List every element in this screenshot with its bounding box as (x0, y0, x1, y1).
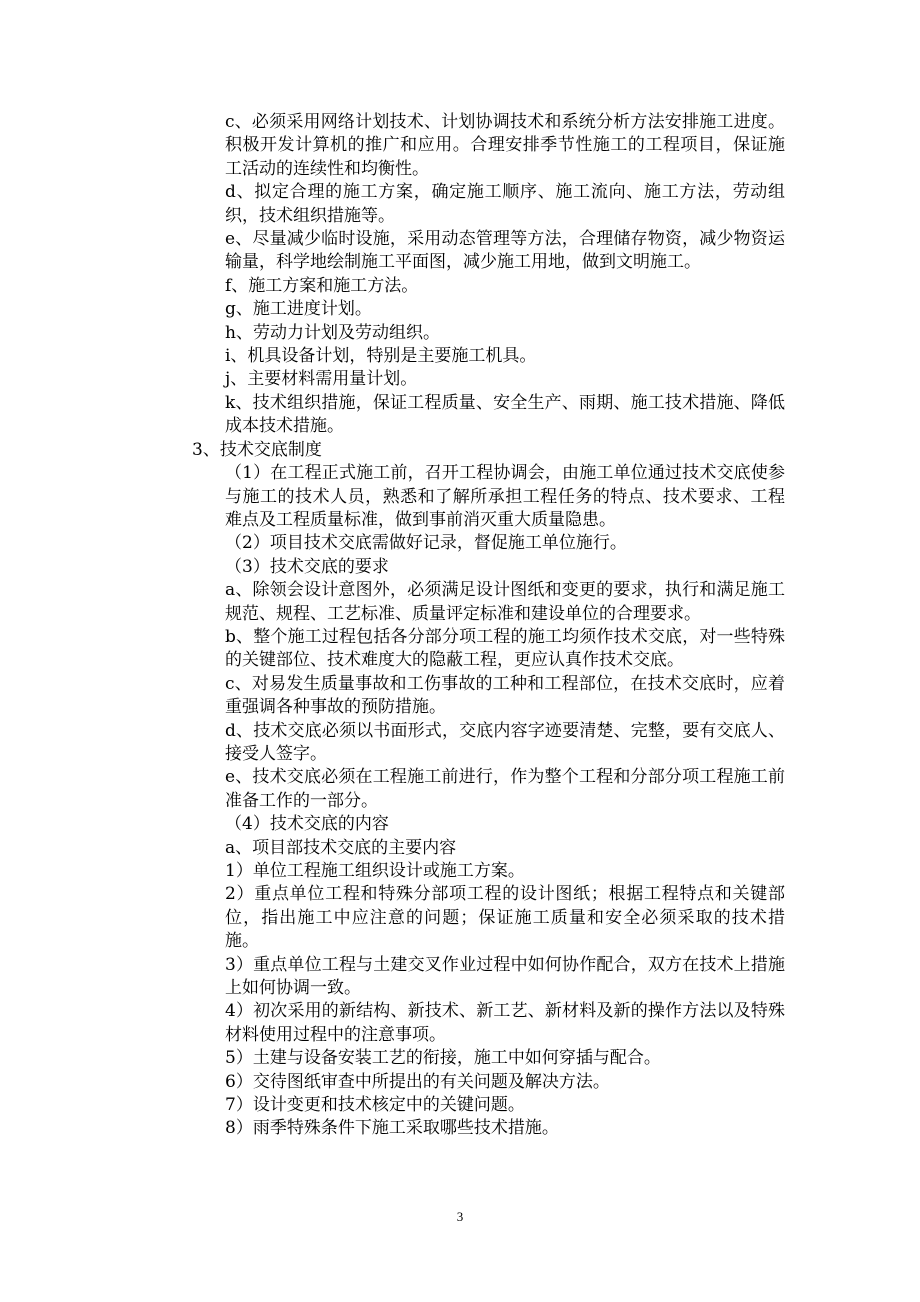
paragraph-content-a: a、项目部技术交底的主要内容 (225, 837, 457, 858)
paragraph-requirement-d: d、技术交底必须以书面形式，交底内容字迹要清楚、完整，要有交底人、接受人签字。 (225, 720, 785, 764)
list-item-8: 8）雨季特殊条件下施工采取哪些技术措施。 (225, 1118, 559, 1139)
paragraph-4: （4）技术交底的内容 (225, 814, 389, 835)
paragraph-item-e: e、尽量减少临时设施，采用动态管理等方法，合理储存物资，减少物资运输量，科学地绘制施工平面图，减少施工用地，做到文明施工。 (225, 229, 785, 273)
list-item-7: 7）设计变更和技术核定中的关键问题。 (225, 1095, 525, 1116)
paragraph-item-c: c、必须采用网络计划技术、计划协调技术和系统分析方法安排施工进度。积极开发计算机的推广和应用。合理安排季节性施工的工程项目，保证施工活动的连续性和均衡性。 (225, 112, 785, 179)
paragraph-item-f: f、施工方案和施工方法。 (225, 275, 419, 296)
paragraph-1: （1）在工程正式施工前，召开工程协调会，由施工单位通过技术交底使参与施工的技术人员，熟悉和了解所承担工程任务的特点、技术要求、工程难点及工程质量标准，做到事前消灭重大质量隐患。 (225, 463, 785, 530)
paragraph-3: （3）技术交底的要求 (225, 556, 389, 577)
paragraph-2: （2）项目技术交底需做好记录，督促施工单位施行。 (225, 533, 627, 554)
paragraph-item-g: g、施工进度计划。 (225, 299, 372, 320)
paragraph-item-h: h、劳动力计划及劳动组织。 (225, 322, 440, 343)
list-item-3: 3）重点单位工程与土建交叉作业过程中如何协作配合，双方在技术上措施上如何协调一致。 (225, 954, 785, 999)
list-item-6: 6）交待图纸审查中所提出的有关问题及解决方法。 (225, 1071, 610, 1092)
paragraph-item-j: j、主要材料需用量计划。 (225, 369, 418, 390)
page-number: 3 (456, 1209, 464, 1224)
paragraph-requirement-c: c、对易发生质量事故和工伤事故的工种和工程部位，在技术交底时，应着重强调各种事故的预防措施。 (225, 673, 785, 718)
section-heading: 3、技术交底制度 (192, 439, 322, 460)
paragraph-item-k: k、技术组织措施，保证工程质量、安全生产、雨期、施工技术措施、降低成本技术措施。 (225, 392, 785, 437)
document-body (192, 111, 785, 1141)
paragraph-requirement-b: b、整个施工过程包括各分部分项工程的施工均须作技术交底，对一些特殊的关键部位、技术难度大的隐蔽工程，更应认真作技术交底。 (225, 626, 785, 671)
paragraph-requirement-a: a、除领会设计意图外，必须满足设计图纸和变更的要求，执行和满足施工规范、规程、工艺标准、质量评定标准和建设单位的合理要求。 (225, 580, 785, 624)
list-item-4: 4）初次采用的新结构、新技术、新工艺、新材料及新的操作方法以及特殊材料使用过程中的注意事项。 (225, 1001, 785, 1045)
list-item-5: 5）土建与设备安装工艺的衔接，施工中如何穿插与配合。 (225, 1048, 661, 1069)
paragraph-item-i: i、机具设备计划，特别是主要施工机具。 (225, 346, 537, 367)
paragraph-item-d: d、拟定合理的施工方案，确定施工顺序、施工流向、施工方法，劳动组织，技术组织措施等。 (225, 182, 785, 226)
list-item-2: 2）重点单位工程和特殊分部项工程的设计图纸；根据工程特点和关键部位，指出施工中应注意的问题；保证施工质量和安全必须采取的技术措施。 (225, 884, 785, 952)
list-item-1: 1）单位工程施工组织设计或施工方案。 (225, 861, 525, 881)
paragraph-requirement-e: e、技术交底必须在工程施工前进行，作为整个工程和分部分项工程施工前准备工作的一部分。 (225, 767, 785, 811)
